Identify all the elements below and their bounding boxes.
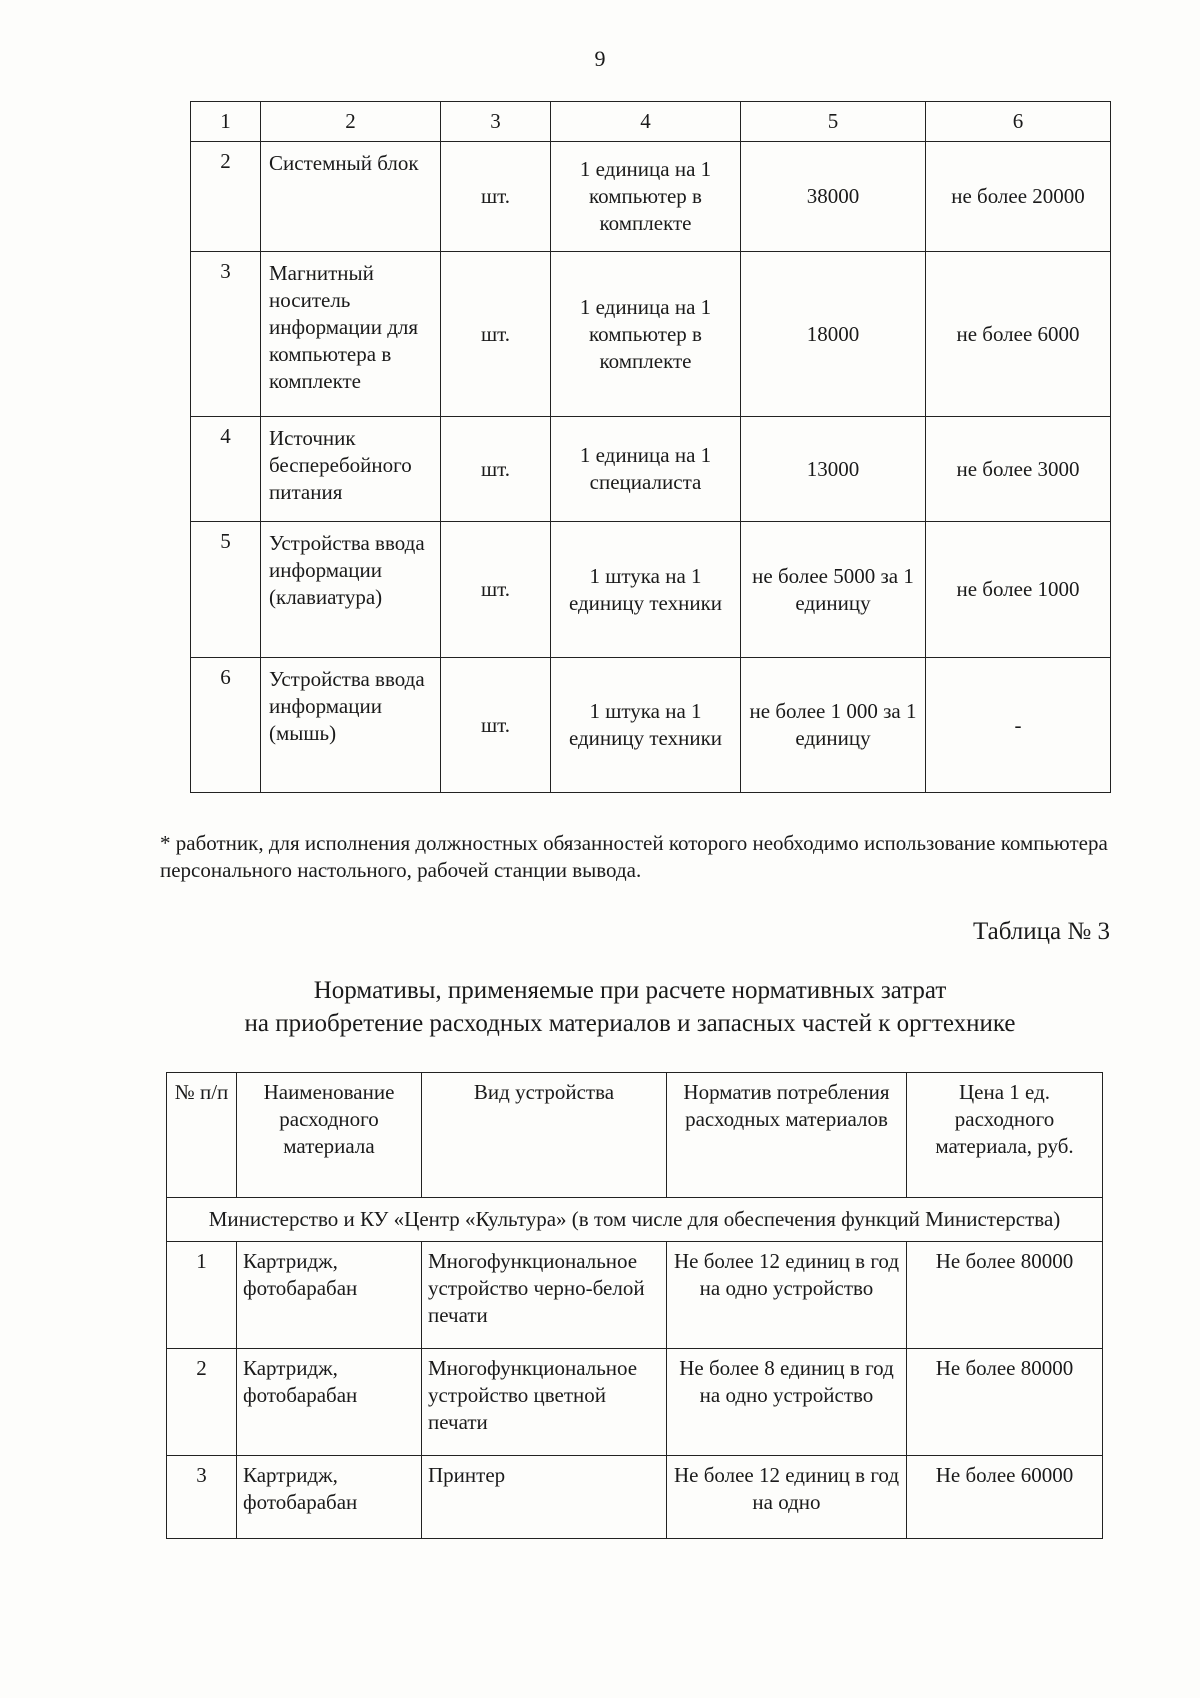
norm: Не более 12 единиц в год на одно устройство: [667, 1242, 907, 1349]
device-type: Многофункциональное устройство цветной печати: [422, 1349, 667, 1456]
column-header: 1: [191, 102, 261, 142]
limit: не более 6000: [926, 252, 1111, 417]
material-name: Картридж, фотобарабан: [237, 1242, 422, 1349]
row-number: 5: [191, 522, 261, 658]
device-type: Принтер: [422, 1456, 667, 1539]
table-row: [191, 417, 1111, 522]
equipment-norms-table: [190, 101, 1111, 793]
row-number: 1: [167, 1242, 237, 1349]
column-header: Цена 1 ед. расходного материала, руб.: [907, 1073, 1103, 1198]
norm: 1 единица на 1 компьютер в комплекте: [551, 252, 741, 417]
table-row: [167, 1242, 1103, 1349]
norm: 1 единица на 1 специалиста: [551, 417, 741, 522]
table-row: [191, 252, 1111, 417]
price: не более 5000 за 1 единицу: [741, 522, 926, 658]
table-row: [191, 658, 1111, 793]
material-name: Картридж, фотобарабан: [237, 1349, 422, 1456]
item-name: Устройства ввода информации (мышь): [261, 658, 441, 793]
norm: Не более 8 единиц в год на одно устройство: [667, 1349, 907, 1456]
item-name: Системный блок: [261, 142, 441, 252]
price: Не более 80000: [907, 1349, 1103, 1456]
column-header: Наименование расходного материала: [237, 1073, 422, 1198]
column-header: Норматив потребления расходных материалов: [667, 1073, 907, 1198]
footnote: * работник, для исполнения должностных обязанностей которого необходимо использование компьютера персонального настольного, рабочей станции вывода.: [160, 831, 1108, 882]
norm: 1 штука на 1 единицу техники: [551, 658, 741, 793]
table-row: [191, 142, 1111, 252]
section-row: [167, 1198, 1103, 1242]
limit: не более 1000: [926, 522, 1111, 658]
table-header-row: [191, 102, 1111, 142]
unit: шт.: [441, 252, 551, 417]
material-name: Картридж, фотобарабан: [237, 1456, 422, 1539]
price: 38000: [741, 142, 926, 252]
row-number: 2: [191, 142, 261, 252]
table-row: [167, 1456, 1103, 1539]
limit: не более 20000: [926, 142, 1111, 252]
column-header: № п/п: [167, 1073, 237, 1198]
column-header: 2: [261, 102, 441, 142]
consumables-norms-table: [166, 1072, 1103, 1539]
unit: шт.: [441, 522, 551, 658]
unit: шт.: [441, 142, 551, 252]
unit: шт.: [441, 417, 551, 522]
price: не более 1 000 за 1 единицу: [741, 658, 926, 793]
column-header: 3: [441, 102, 551, 142]
row-number: 3: [167, 1456, 237, 1539]
column-header: 4: [551, 102, 741, 142]
row-number: 2: [167, 1349, 237, 1456]
column-header: 6: [926, 102, 1111, 142]
row-number: 6: [191, 658, 261, 793]
price: 13000: [741, 417, 926, 522]
limit: не более 3000: [926, 417, 1111, 522]
table-row: [191, 522, 1111, 658]
table-header-row: [167, 1073, 1103, 1198]
item-name: Источник бесперебойного питания: [261, 417, 441, 522]
item-name: Магнитный носитель информации для компьютера в комплекте: [261, 252, 441, 417]
column-header: Вид устройства: [422, 1073, 667, 1198]
device-type: Многофункциональное устройство черно-белой печати: [422, 1242, 667, 1349]
page-number: 9: [594, 46, 606, 71]
table-row: [167, 1349, 1103, 1456]
table-caption: Таблица № 3: [972, 918, 1110, 945]
price: Не более 80000: [907, 1242, 1103, 1349]
norm: Не более 12 единиц в год на одно: [667, 1456, 907, 1539]
limit: -: [926, 658, 1111, 793]
table-title: [150, 974, 1110, 1040]
table-title-line: Нормативы, применяемые при расчете нормативных затрат: [313, 977, 947, 1004]
unit: шт.: [441, 658, 551, 793]
column-header: 5: [741, 102, 926, 142]
row-number: 3: [191, 252, 261, 417]
price: Не более 60000: [907, 1456, 1103, 1539]
table-title-line: на приобретение расходных материалов и запасных частей к оргтехнике: [244, 1010, 1016, 1037]
price: 18000: [741, 252, 926, 417]
item-name: Устройства ввода информации (клавиатура): [261, 522, 441, 658]
norm: 1 единица на 1 компьютер в комплекте: [551, 142, 741, 252]
section-title: Министерство и КУ «Центр «Культура» (в том числе для обеспечения функций Министерства): [167, 1198, 1103, 1242]
row-number: 4: [191, 417, 261, 522]
norm: 1 штука на 1 единицу техники: [551, 522, 741, 658]
